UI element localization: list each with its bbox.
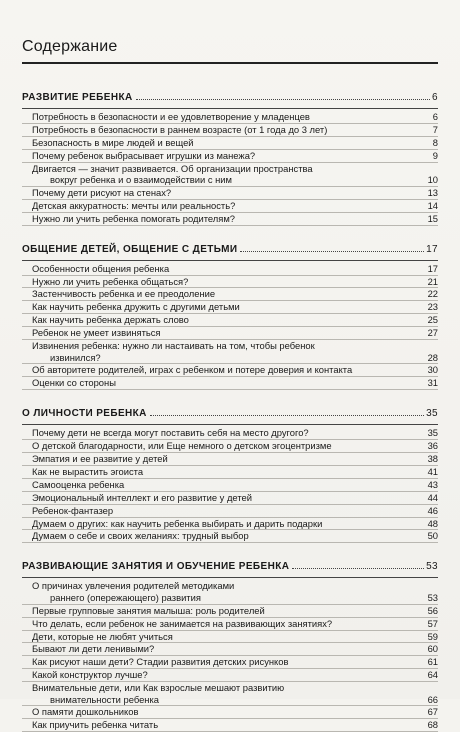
entry-page-number: 46 bbox=[427, 504, 438, 516]
entry-title-line: Особенности общения ребенка bbox=[32, 262, 170, 274]
entry-title-line: Эмпатия и ее развитие у детей bbox=[32, 453, 168, 465]
toc-entry[interactable] bbox=[22, 301, 438, 314]
entry-page-number: 68 bbox=[427, 719, 438, 731]
entry-title bbox=[32, 479, 424, 490]
toc-entry[interactable] bbox=[22, 364, 438, 377]
entry-title bbox=[32, 163, 424, 186]
toc-entry[interactable] bbox=[22, 643, 438, 656]
entry-title bbox=[32, 288, 424, 299]
entry-title-line: Потребность в безопасности и ее удовлетворение у младенцев bbox=[32, 111, 310, 122]
entry-title-continuation: вокруг ребенка и о взаимодействии с ним bbox=[50, 174, 232, 186]
toc-entry[interactable] bbox=[22, 163, 438, 187]
entry-page-number: 7 bbox=[432, 123, 438, 135]
entry-title bbox=[32, 377, 424, 388]
entry-title bbox=[32, 618, 424, 629]
section-heading[interactable] bbox=[22, 244, 438, 258]
entry-title-line: О причинах увлечения родителей методиками bbox=[32, 580, 235, 592]
entry-page-number: 8 bbox=[432, 136, 438, 148]
entry-page-number: 35 bbox=[427, 427, 438, 439]
dot-leader bbox=[240, 251, 424, 252]
entry-title bbox=[32, 682, 424, 705]
entry-title bbox=[32, 505, 424, 516]
entry-title bbox=[32, 200, 424, 211]
entry-page-number: 9 bbox=[432, 149, 438, 161]
section-page-number: 35 bbox=[426, 408, 438, 420]
toc-entry[interactable] bbox=[22, 618, 438, 631]
entry-title-line: Как научить ребенка дружить с другими детьми bbox=[32, 301, 240, 313]
entry-title-line: Безопасность в мире людей и вещей bbox=[32, 136, 194, 148]
toc-entry[interactable] bbox=[22, 466, 438, 479]
section-rule bbox=[22, 424, 438, 425]
entry-page-number: 21 bbox=[427, 275, 438, 287]
toc-entry[interactable] bbox=[22, 111, 438, 124]
toc-entry[interactable] bbox=[22, 187, 438, 200]
section-page-number: 6 bbox=[432, 92, 438, 103]
toc-entry[interactable] bbox=[22, 276, 438, 289]
entry-page-number: 25 bbox=[427, 314, 438, 326]
toc-entry[interactable] bbox=[22, 150, 438, 163]
entry-title-line: Как научить ребенка держать слово bbox=[32, 314, 189, 326]
section-title: РАЗВИТИЕ РЕБЕНКА bbox=[22, 92, 133, 103]
toc-entry[interactable] bbox=[22, 656, 438, 669]
entry-title-line: О памяти дошкольников bbox=[32, 706, 139, 718]
entry-title-line: Двигается — значит развивается. Об организации пространства bbox=[32, 162, 313, 174]
entry-title-continuation: извинился? bbox=[50, 351, 101, 363]
entry-page-number: 6 bbox=[432, 111, 438, 122]
entry-page-number: 66 bbox=[427, 693, 438, 705]
toc-entry[interactable] bbox=[22, 706, 438, 719]
entry-page-number: 59 bbox=[427, 630, 438, 642]
entry-page-number: 14 bbox=[427, 199, 438, 211]
entry-title-line: Внимательные дети, или Как взрослые мешают развитию bbox=[32, 682, 285, 694]
toc-entry[interactable] bbox=[22, 492, 438, 505]
entry-page-number: 30 bbox=[427, 364, 438, 376]
entry-page-number: 10 bbox=[427, 174, 438, 186]
section-title: О ЛИЧНОСТИ РЕБЕНКА bbox=[22, 408, 147, 420]
entry-page-number: 36 bbox=[427, 440, 438, 452]
entry-title bbox=[32, 301, 424, 312]
toc-entry[interactable] bbox=[22, 263, 438, 276]
entry-title bbox=[32, 187, 424, 198]
entry-title bbox=[32, 580, 424, 603]
section-title: ОБЩЕНИЕ ДЕТЕЙ, ОБЩЕНИЕ С ДЕТЬМИ bbox=[22, 243, 238, 255]
toc-entry[interactable] bbox=[22, 580, 438, 604]
entry-title-line: Застенчивость ребенка и ее преодоление bbox=[32, 288, 216, 300]
entry-title-line: Почему дети рисуют на стенах? bbox=[32, 186, 172, 198]
toc-entry[interactable] bbox=[22, 479, 438, 492]
toc-section bbox=[22, 561, 438, 732]
section-heading[interactable] bbox=[22, 408, 438, 422]
entry-title bbox=[32, 631, 424, 642]
entry-title bbox=[32, 643, 424, 654]
entry-title-line: Как не вырастить эгоиста bbox=[32, 465, 144, 477]
toc-entry[interactable] bbox=[22, 530, 438, 543]
entry-title-line: Что делать, если ребенок не занимается на развивающих занятиях? bbox=[32, 617, 333, 629]
entry-page-number: 64 bbox=[427, 669, 438, 681]
toc-entry[interactable] bbox=[22, 288, 438, 301]
toc-entry[interactable] bbox=[22, 518, 438, 531]
entry-title bbox=[32, 466, 424, 477]
entry-title bbox=[32, 340, 424, 363]
entry-title bbox=[32, 656, 424, 667]
entry-title-line: Почему дети не всегда могут поставить себя на место другого? bbox=[32, 427, 309, 439]
toc-entry[interactable] bbox=[22, 213, 438, 226]
toc-entry[interactable] bbox=[22, 314, 438, 327]
entry-page-number: 67 bbox=[427, 706, 438, 718]
entry-page-number: 27 bbox=[427, 327, 438, 339]
entry-page-number: 60 bbox=[427, 643, 438, 655]
entry-page-number: 41 bbox=[427, 465, 438, 477]
toc-entry[interactable] bbox=[22, 440, 438, 453]
entry-title-line: Думаем о других: как научить ребенка выбирать и дарить подарки bbox=[32, 517, 323, 529]
entry-title-line: Дети, которые не любят учиться bbox=[32, 630, 173, 642]
entry-title bbox=[32, 453, 424, 464]
entry-title-line: Потребность в безопасности в раннем возрасте (от 1 года до 3 лет) bbox=[32, 123, 328, 135]
entry-title bbox=[32, 314, 424, 325]
dot-leader bbox=[150, 415, 424, 416]
entry-title-line: Как приучить ребенка читать bbox=[32, 719, 159, 731]
entry-page-number: 28 bbox=[427, 351, 438, 363]
entry-title bbox=[32, 492, 424, 503]
entry-title-line: Об авторитете родителей, играх с ребенком и потере доверия и контакта bbox=[32, 364, 353, 376]
entry-title bbox=[32, 719, 424, 730]
entry-page-number: 48 bbox=[427, 517, 438, 529]
toc-entry[interactable] bbox=[22, 682, 438, 706]
entry-title bbox=[32, 530, 424, 541]
entry-title-line: Детская аккуратность: мечты или реальность? bbox=[32, 199, 236, 211]
entry-title-line: Извинения ребенка: нужно ли настаивать на том, чтобы ребенок bbox=[32, 340, 315, 352]
entry-title bbox=[32, 364, 424, 375]
toc-entry[interactable] bbox=[22, 327, 438, 340]
entry-title-line: Нужно ли учить ребенка общаться? bbox=[32, 275, 189, 287]
entry-title-line: Бывают ли дети ленивыми? bbox=[32, 643, 155, 655]
entry-title bbox=[32, 440, 424, 451]
section-heading[interactable] bbox=[22, 561, 438, 575]
toc-section bbox=[22, 408, 438, 543]
section-rule bbox=[22, 108, 438, 109]
entry-page-number: 43 bbox=[427, 478, 438, 490]
toc-entry[interactable] bbox=[22, 453, 438, 466]
entry-title bbox=[32, 124, 424, 135]
toc-section bbox=[22, 244, 438, 391]
entry-title-line: Думаем о себе и своих желаниях: трудный выбор bbox=[32, 530, 249, 542]
entry-title bbox=[32, 263, 424, 274]
entry-title-line: Как рисуют наши дети? Стадии развития детских рисунков bbox=[32, 656, 289, 668]
dot-leader bbox=[136, 99, 430, 100]
entry-title bbox=[32, 213, 424, 224]
entry-title bbox=[32, 427, 424, 438]
entry-page-number: 23 bbox=[427, 301, 438, 313]
entry-title-line: Какой конструктор лучше? bbox=[32, 669, 148, 681]
entry-title bbox=[32, 111, 424, 122]
entry-title bbox=[32, 276, 424, 287]
entry-page-number: 13 bbox=[427, 186, 438, 198]
toc-section bbox=[22, 92, 438, 226]
entry-title bbox=[32, 669, 424, 680]
toc-entry[interactable] bbox=[22, 669, 438, 682]
section-title: РАЗВИВАЮЩИЕ ЗАНЯТИЯ И ОБУЧЕНИЕ РЕБЕНКА bbox=[22, 561, 290, 573]
toc-entry[interactable] bbox=[22, 427, 438, 440]
entry-title-line: Ребенок не умеет извиняться bbox=[32, 327, 161, 339]
entry-page-number: 17 bbox=[427, 262, 438, 274]
entry-page-number: 57 bbox=[427, 617, 438, 629]
entry-title-line: Первые групповые занятия малыша: роль родителей bbox=[32, 604, 265, 616]
entry-title bbox=[32, 150, 424, 161]
entry-title-line: Эмоциональный интеллект и его развитие у детей bbox=[32, 491, 252, 503]
entry-title bbox=[32, 518, 424, 529]
entry-title-line: Почему ребенок выбрасывает игрушки из манежа? bbox=[32, 149, 256, 161]
section-rule bbox=[22, 577, 438, 578]
toc-entry[interactable] bbox=[22, 377, 438, 390]
entry-title-line: Самооценка ребенка bbox=[32, 478, 125, 490]
section-page-number: 53 bbox=[426, 561, 438, 573]
entry-page-number: 31 bbox=[427, 377, 438, 389]
entry-page-number: 38 bbox=[427, 453, 438, 465]
entry-page-number: 56 bbox=[427, 604, 438, 616]
entry-page-number: 53 bbox=[427, 591, 438, 603]
entry-title-continuation: внимательности ребенка bbox=[50, 693, 160, 705]
table-of-contents bbox=[22, 70, 438, 732]
entry-page-number: 44 bbox=[427, 491, 438, 503]
toc-entry[interactable] bbox=[22, 340, 438, 364]
section-rule bbox=[22, 260, 438, 261]
entry-page-number: 15 bbox=[427, 212, 438, 224]
entry-page-number: 22 bbox=[427, 288, 438, 300]
toc-entry[interactable] bbox=[22, 605, 438, 618]
entry-title-line: О детской благодарности, или Еще немного о детском эгоцентризме bbox=[32, 440, 332, 452]
entry-title-line: Оценки со стороны bbox=[32, 377, 116, 389]
dot-leader bbox=[292, 568, 424, 569]
toc-entry[interactable] bbox=[22, 124, 438, 137]
entry-title-line: Ребенок-фантазер bbox=[32, 504, 114, 516]
toc-entry[interactable] bbox=[22, 200, 438, 213]
entry-page-number: 50 bbox=[427, 530, 438, 542]
entry-title-line: Нужно ли учить ребенка помогать родителям? bbox=[32, 212, 236, 224]
section-page-number: 17 bbox=[426, 243, 438, 255]
entry-title bbox=[32, 605, 424, 616]
entry-title-continuation: раннего (опережающего) развития bbox=[50, 591, 201, 603]
toc-entry[interactable] bbox=[22, 719, 438, 732]
entry-title bbox=[32, 327, 424, 338]
entry-title bbox=[32, 137, 424, 148]
toc-entry[interactable] bbox=[22, 505, 438, 518]
toc-entry[interactable] bbox=[22, 631, 438, 644]
toc-entry[interactable] bbox=[22, 137, 438, 150]
section-heading[interactable] bbox=[22, 92, 438, 106]
entry-title bbox=[32, 706, 424, 717]
page-title: Содержание bbox=[22, 38, 118, 55]
title-rule bbox=[22, 62, 438, 64]
entry-page-number: 61 bbox=[427, 656, 438, 668]
